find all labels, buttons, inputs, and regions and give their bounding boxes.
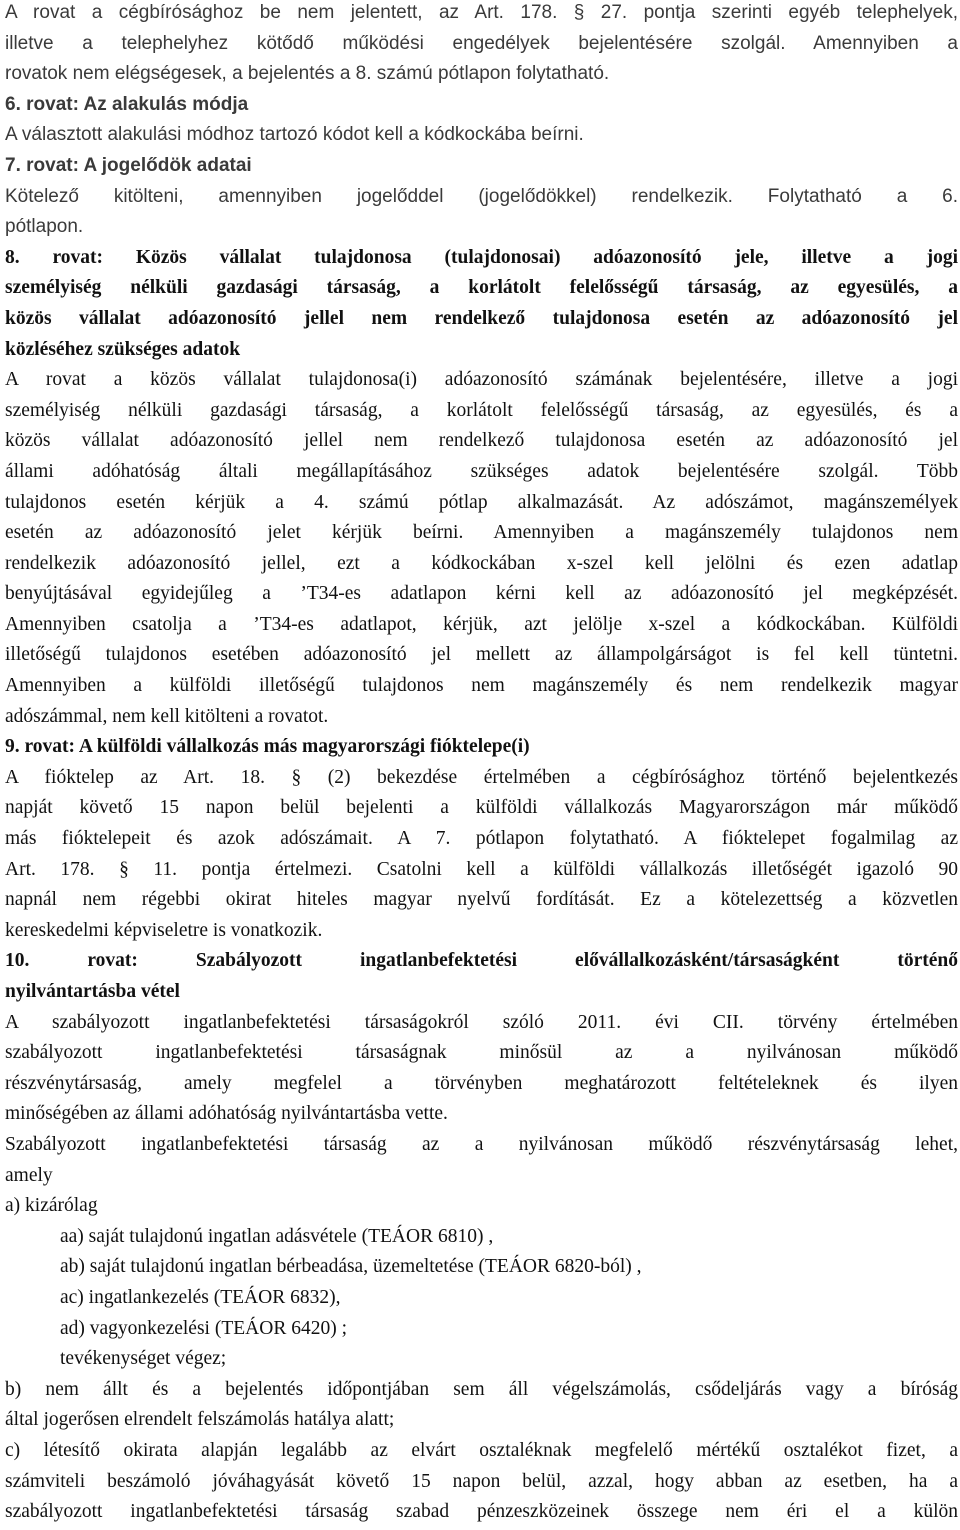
section-9-line: napnál nem régebbi okirat hiteles magyar nyelvű fordítását. Ez a kötelezettség a közvetlen xyxy=(5,889,958,911)
section-8-line: illetőségű tulajdonos esetében adóazonosító jel mellett az állampolgárságot is fel kell tüntetni. xyxy=(5,644,958,666)
intro-line-2: illetve a telephelyhez kötődő működési engedélyek bejelentésére szolgál. Amennyiben a xyxy=(5,32,958,54)
section-10-line: részvénytársaság, amely megfelel a törvényben meghatározott feltételeknek és ilyen xyxy=(5,1072,958,1094)
section-8-line: rendelkezik adóazonosító jellel, ezt a kódkockában x-szel kell jelölni és ezen adatlap xyxy=(5,552,958,574)
list-item-c-line-1: c) létesítő okirata alapján legalább az elvárt osztaléknak megfelelő mértékű osztalékot fizet, a xyxy=(5,1439,958,1461)
section-8-line: adószámmal, nem kell kitölteni a rovatot. xyxy=(5,705,329,727)
section-6-text: A választott alakulási módhoz tartozó kódot kell a kódkockába beírni. xyxy=(5,124,584,146)
section-8-line: tulajdonos esetén kérjük a 4. számú pótlap alkalmazását. Az adószámot, magánszemélyek xyxy=(5,491,958,513)
section-8-line: Amennyiben a külföldi illetőségű tulajdonos nem magánszemély és nem rendelkezik magyar xyxy=(5,675,958,697)
section-10-line: A szabályozott ingatlanbefektetési társaságokról szóló 2011. évi CII. törvény értelmében xyxy=(5,1011,958,1033)
section-9-line: kereskedelmi képviseletre is vonatkozik. xyxy=(5,919,323,941)
list-item-aa: aa) saját tulajdonú ingatlan adásvétele (TEÁOR 6810) , xyxy=(60,1225,494,1247)
section-9-heading: 9. rovat: A külföldi vállalkozás más magyarországi fióktelepe(i) xyxy=(5,736,530,758)
section-8-line: A rovat a közös vállalat tulajdonosa(i) adóazonosító számának bejelentésére, illetve a jogi xyxy=(5,369,958,391)
section-8-line: állami adóhatóság általi megállapításához szükséges adatok bejelentésére szolgál. Több xyxy=(5,460,958,482)
section-6-heading: 6. rovat: Az alakulás módja xyxy=(5,93,249,115)
section-8-heading-line-4: közléséhez szükséges adatok xyxy=(5,338,241,360)
section-8-line: esetén az adóazonosító jelet kérjük beírni. Amennyiben a magánszemély tulajdonos nem xyxy=(5,522,958,544)
list-item-a: a) kizárólag xyxy=(5,1195,98,1217)
section-9-line: más fióktelepeit és azok adószámait. A 7. pótlapon folytatható. A fióktelepet fogalmilag az xyxy=(5,828,958,850)
section-10-definition-line-2: amely xyxy=(5,1164,53,1186)
section-7-line-2: pótlapon. xyxy=(5,216,84,238)
list-item-c-line-2: számviteli beszámoló jóváhagyását követő 15 napon belül, azzal, hogy abban az esetben, ha a xyxy=(5,1470,958,1492)
list-item-ab: ab) saját tulajdonú ingatlan bérbeadása, üzemeltetése (TEÁOR 6820-ból) , xyxy=(60,1256,642,1278)
section-8-line: Amennyiben csatolja a ’T34-es adatlapot, kérjük, azt jelölje x-szel a kódkockában. Külföldi xyxy=(5,613,958,635)
section-10-line: szabályozott ingatlanbefektetési társaságnak minősül az a nyilvánosan működő xyxy=(5,1042,958,1064)
section-8-heading-line-3: közös vállalat adóazonosító jellel nem rendelkező tulajdonosa esetén az adóazonosító jel xyxy=(5,307,958,329)
section-10-line: minőségében az állami adóhatóság nyilvántartásba vette. xyxy=(5,1103,448,1125)
section-8-heading-line-2: személyiség nélküli gazdasági társaság, a korlátolt felelősségű társaság, az egyesülés, a xyxy=(5,277,958,299)
section-7-line-1: Kötelező kitölteni, amennyiben jogelőddel (jogelődökkel) rendelkezik. Folytatható a 6. xyxy=(5,185,958,207)
list-item-b-line-2: által jogerősen elrendelt felszámolás hatálya alatt; xyxy=(5,1409,395,1431)
list-item-a-end: tevékenységet végez; xyxy=(60,1348,227,1370)
section-8-line: személyiség nélküli gazdasági társaság, a korlátolt felelősségű társaság, az egyesülés, és a xyxy=(5,399,958,421)
section-10-heading-line-2: nyilvántartásba vétel xyxy=(5,981,180,1002)
list-item-b-line-1: b) nem állt és a bejelentés időpontjában sem áll végelszámolás, csődeljárás vagy a bíróság xyxy=(5,1378,958,1400)
section-8-line: közös vállalat adóazonosító jellel nem rendelkező tulajdonosa esetén az adóazonosító jel xyxy=(5,430,958,452)
section-8-heading-line-1: 8. rovat: Közös vállalat tulajdonosa (tulajdonosai) adóazonosító jele, illetve a jogi xyxy=(5,246,958,268)
section-7-heading: 7. rovat: A jogelődök adatai xyxy=(5,154,252,176)
list-item-ad: ad) vagyonkezelési (TEÁOR 6420) ; xyxy=(60,1317,347,1339)
section-9-line: Art. 178. § 11. pontja értelmezi. Csatolni kell a külföldi vállalkozás illetőségét igazoló 90 xyxy=(5,858,958,880)
intro-line-3: rovatok nem elégségesek, a bejelentés a 8. számú pótlapon folytatható. xyxy=(5,63,610,85)
section-10-definition-line-1: Szabályozott ingatlanbefektetési társaság az a nyilvánosan működő részvénytársaság lehet, xyxy=(5,1133,958,1155)
list-item-ac: ac) ingatlankezelés (TEÁOR 6832), xyxy=(60,1286,341,1308)
section-8-line: benyújtásával egyidejűleg a ’T34-es adatlapon kérni kell az adóazonosító jel megképzését. xyxy=(5,583,958,605)
list-item-c-line-3: szabályozott ingatlanbefektetési társaság szabad pénzeszközeinek összege nem éri el a külön xyxy=(5,1501,958,1523)
section-9-line: napját követő 15 napon belül bejelenti a külföldi vállalkozás Magyarországon már működő xyxy=(5,797,958,819)
intro-line-1: A rovat a cégbírósághoz be nem jelentett, az Art. 178. § 27. pontja szerinti egyéb telephelyek, xyxy=(5,2,958,23)
section-9-line: A fióktelep az Art. 18. § (2) bekezdése értelmében a cégbírósághoz történő bejelentkezés xyxy=(5,766,958,788)
section-10-heading-line-1: 10. rovat: Szabályozott ingatlanbefektetési elővállalkozásként/társaságként történő xyxy=(5,950,958,972)
